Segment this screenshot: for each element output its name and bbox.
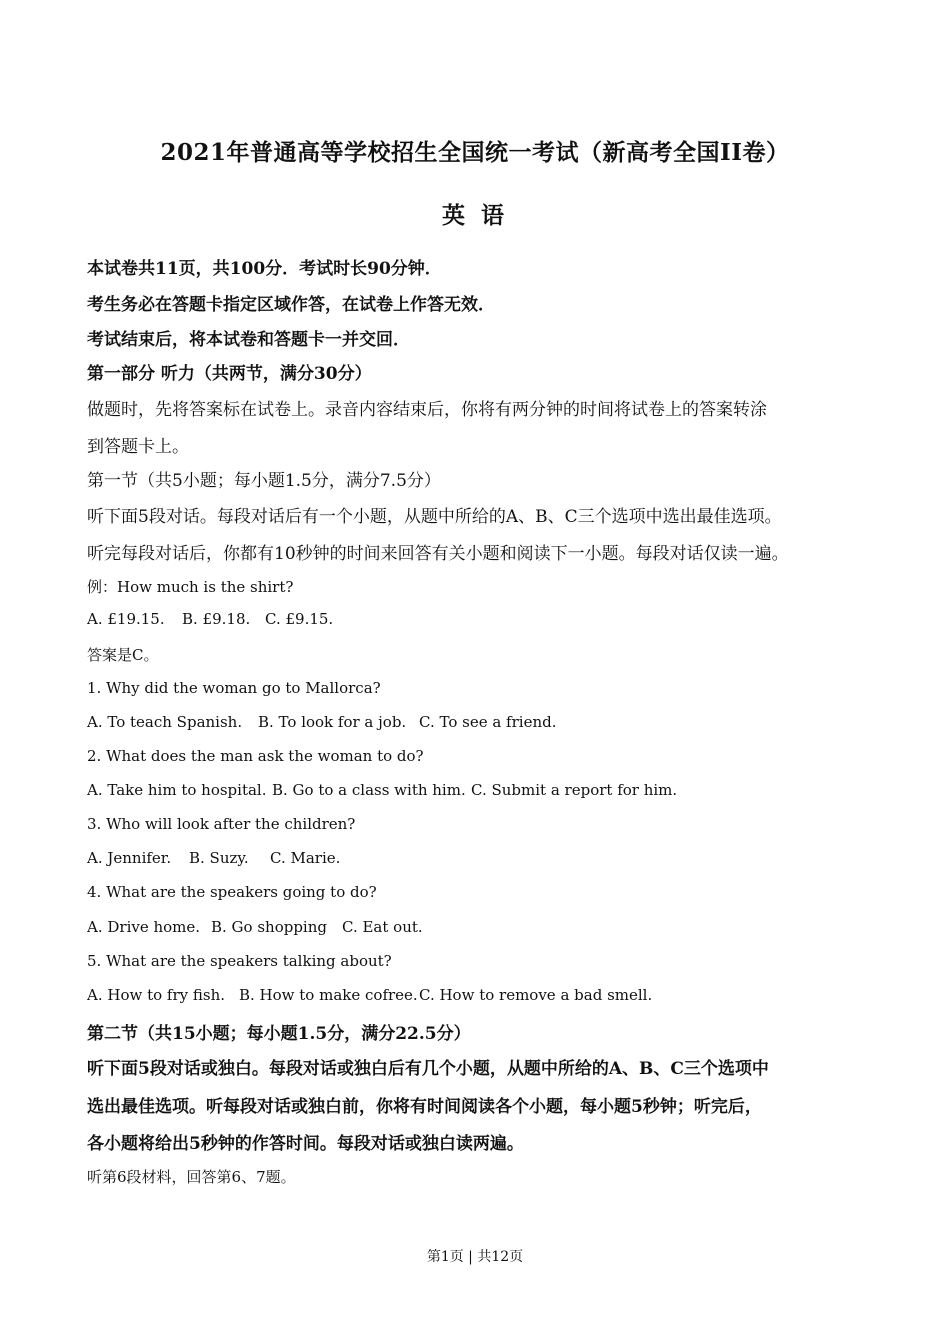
instruction-3: 考试结束后，将本试卷和答题卡一并交回． [87,330,410,350]
example-question: 例：How much is the shirt? [87,578,294,596]
q2-option-b: B. Go to a class with him. [272,781,466,799]
q5-option-a: A. How to fry fish. [87,986,226,1004]
q3-option-b: B. Suzy. [189,849,249,867]
question-3: 3. Who will look after the children? [87,815,356,833]
q2-option-a: A. Take him to hospital. [87,781,267,799]
part1-intro-line-2: 到答题卡上。 [87,437,189,457]
example-option-c: C. £9.15. [265,610,334,628]
q3-option-a: A. Jennifer. [87,849,172,867]
exam-title: 2021年普通高等学校招生全国统一考试（新高考全国II卷） [160,139,790,166]
section1-direction-1: 听下面5段对话。每段对话后有一个小题，从题中所给的A、B、C三个选项中选出最佳选项。 [87,507,782,527]
section2-heading: 第二节（共15小题；每小题1.5分，满分22.5分） [87,1024,471,1044]
q5-option-b: B. How to make cofree. [239,986,418,1004]
section2-direction-3: 各小题将给出5秒钟的作答时间。每段对话或独白读两遍。 [87,1134,524,1154]
q5-option-c: C. How to remove a bad smell. [419,986,653,1004]
example-options [87,610,887,628]
q3-option-c: C. Marie. [270,849,341,867]
example-option-b: B. £9.18. [182,610,251,628]
question-4: 4. What are the speakers going to do? [87,883,377,901]
section1-direction-2: 听完每段对话后，你都有10秒钟的时间来回答有关小题和阅读下一小题。每段对话仅读一遍。 [87,544,789,564]
question-5-options [87,986,887,1004]
section2-direction-2: 选出最佳选项。听每段对话或独白前，你将有时间阅读各个小题，每小题5秒钟；听完后， [87,1097,762,1117]
section2-direction-1: 听下面5段对话或独白。每段对话或独白后有几个小题，从题中所给的A、B、C三个选项中 [87,1059,769,1079]
q1-option-c: C. To see a friend. [419,713,557,731]
q1-option-a: A. To teach Spanish. [87,713,243,731]
question-2-options [87,781,887,799]
instruction-1: 本试卷共11页，共100分．考试时长90分钟． [87,259,442,279]
example-answer: 答案是C。 [87,646,159,664]
material-note: 听第6段材料，回答第6、7题。 [87,1168,296,1186]
question-1: 1. Why did the woman go to Mallorca? [87,679,381,697]
example-option-a: A. £19.15. [87,610,165,628]
question-3-options [87,849,887,867]
question-4-options [87,918,887,936]
part1-heading: 第一部分 听力（共两节，满分30分） [87,364,372,384]
q4-option-a: A. Drive home. [87,918,201,936]
q2-option-c: C. Submit a report for him. [471,781,678,799]
section1-heading: 第一节（共5小题；每小题1.5分，满分7.5分） [87,471,441,491]
q4-option-b: B. Go shopping [211,918,327,936]
q4-option-c: C. Eat out. [342,918,423,936]
q1-option-b: B. To look for a job. [258,713,407,731]
question-2: 2. What does the man ask the woman to do? [87,747,424,765]
page-footer: 第1页 | 共12页 [426,1249,524,1265]
question-5: 5. What are the speakers talking about? [87,952,392,970]
part1-intro-line-1: 做题时，先将答案标在试卷上。录音内容结束后，你将有两分钟的时间将试卷上的答案转涂 [87,400,767,420]
subject-heading: 英 语 [441,202,508,229]
instruction-2: 考生务必在答题卡指定区域作答，在试卷上作答无效． [87,295,495,315]
question-1-options [87,713,887,731]
